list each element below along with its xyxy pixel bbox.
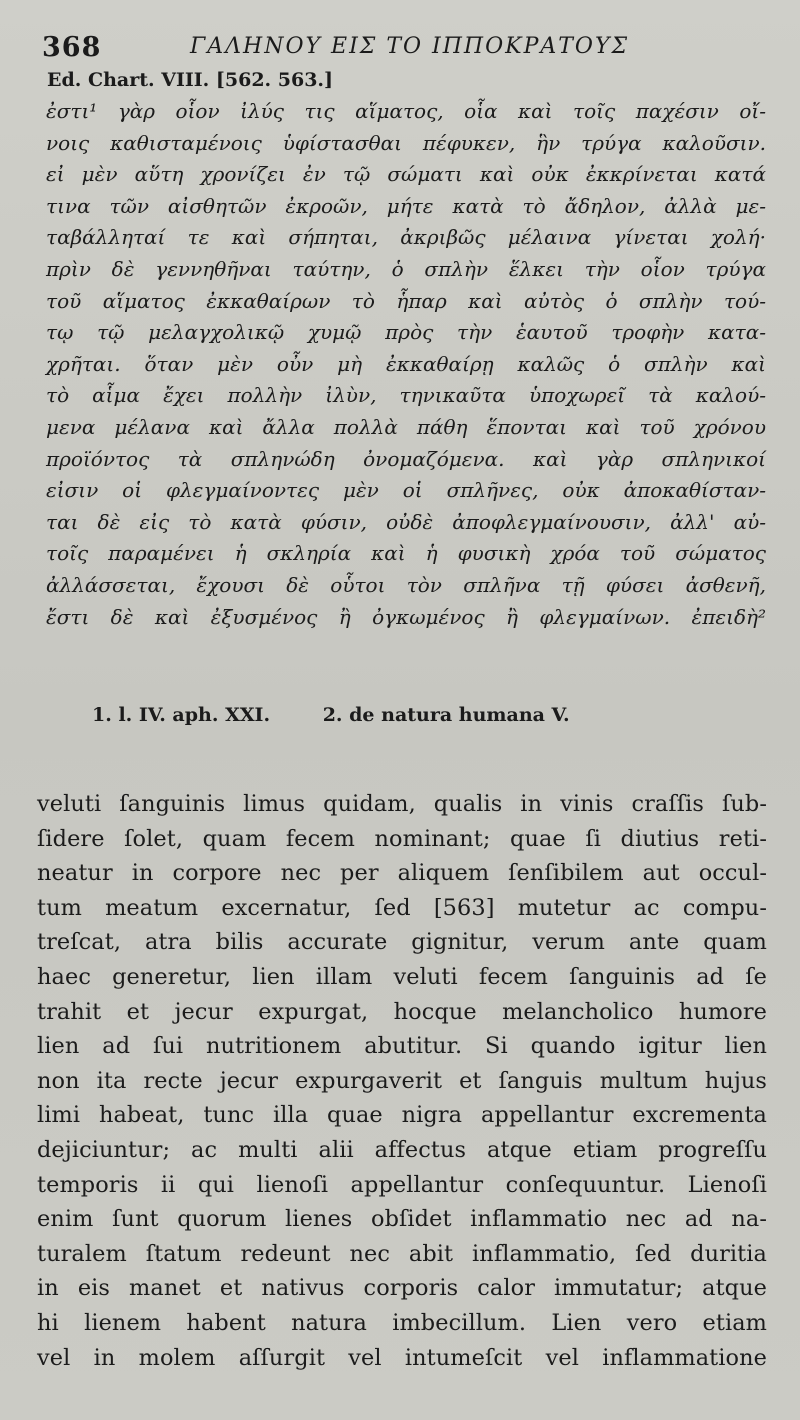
footnotes — [92, 704, 616, 726]
greek-line: ἐστι¹ γὰρ οἷον ἰλύς τις αἵματος, οἷα καὶ τοῖς παχέσιν οἴ- — [46, 99, 766, 123]
latin-line: vel in molem aſſurgit vel intumeſcit vel inflammatione — [37, 1344, 767, 1371]
footnote: 1. l. IV. aph. XXI. — [92, 704, 271, 726]
greek-line: προϊόντος τὰ σπληνώδη ὀνομαζόμενα. καὶ γὰρ σπληνικοί — [46, 446, 766, 471]
latin-line: turalem ſtatum redeunt nec abit inflammatio, ſed duritia — [37, 1240, 767, 1267]
latin-line: haec generetur, lien illam veluti fecem ſanguinis ad ſe — [37, 963, 767, 990]
latin-line: neatur in corpore nec per aliquem ſenſibilem aut occul- — [37, 860, 767, 887]
latin-line: ſidere ſolet, quam fecem nominant; quae ſi diutius reti- — [37, 825, 767, 852]
greek-line: τῳ τῷ μελαγχολικῷ χυμῷ πρὸς τὴν ἑαυτοῦ τροφὴν κατα- — [46, 320, 766, 345]
latin-line: limi habeat, tunc illa quae nigra appellantur excrementa — [37, 1102, 767, 1129]
greek-line: εἰ μὲν αὕτη χρονίζει ἐν τῷ σώματι καὶ οὐκ ἐκκρίνεται κατά — [46, 162, 766, 187]
greek-line: ται δὲ εἰς τὸ κατὰ φύσιν, οὐδὲ ἀποφλεγμαίνουσιν, ἀλλ' αὐ- — [46, 509, 766, 534]
greek-line: μενα μέλανα καὶ ἄλλα πολλὰ πάθη ἕπονται καὶ τοῦ χρόνου — [46, 414, 766, 439]
latin-line: enim ſunt quorum lienes obſidet inflammatio nec ad na- — [37, 1206, 767, 1233]
greek-line: τοῖς παραμένει ἡ σκληρία καὶ ἡ φυσικὴ χρόα τοῦ σώματος — [46, 541, 766, 566]
latin-line: tum meatum excernatur, ſed [563] mutetur ac compu- — [37, 894, 767, 921]
greek-line: πρὶν δὲ γεννηθῆναι ταύτην, ὁ σπλὴν ἕλκει τὴν οἷον τρύγα — [46, 256, 766, 281]
greek-line: τοῦ αἵματος ἐκκαθαίρων τὸ ἧπαρ καὶ αὐτὸς ὁ σπλὴν τού- — [46, 288, 766, 313]
greek-line: ἀλλάσσεται, ἔχουσι δὲ οὗτοι τὸν σπλῆνα τῇ φύσει ἀσθενῆ, — [46, 572, 766, 597]
page-number: 368 — [42, 32, 102, 63]
latin-line: hi lienem habent natura imbecillum. Lien vero etiam — [37, 1309, 767, 1336]
greek-text-block — [46, 96, 766, 633]
latin-line: temporis ii qui lienoſi appellantur conſequuntur. Lienoſi — [37, 1171, 767, 1198]
latin-line: non ita recte jecur expurgaverit et ſanguis multum hujus — [37, 1067, 767, 1094]
latin-line: veluti ſanguinis limus quidam, qualis in vinis craſſis ſub- — [37, 791, 767, 817]
latin-line: lien ad ſui nutritionem abutitur. Si quando igitur lien — [37, 1033, 767, 1060]
latin-line: trahit et jecur expurgat, hocque melancholico humore — [37, 998, 767, 1025]
edition-note: Ed. Chart. VIII. [562. 563.] — [47, 69, 334, 91]
latin-text-block — [37, 787, 767, 1375]
footnote: 2. de natura humana V. — [322, 704, 570, 726]
greek-line: ἔστι δὲ καὶ ἐξυσμένος ἢ ὀγκωμένος ἢ φλεγμαίνων. ἐπειδὴ² — [46, 604, 766, 629]
greek-line: εἰσιν οἱ φλεγμαίνοντες μὲν οἱ σπλῆνες, οὐκ ἀποκαθίσταν- — [46, 478, 766, 503]
latin-line: dejiciuntur; ac multi alii affectus atque etiam progreſſu — [37, 1136, 767, 1163]
greek-line: ταβάλληταί τε καὶ σήπηται, ἀκριβῶς μέλαινα γίνεται χολή· — [46, 225, 766, 250]
greek-line: χρῆται. ὅταν μὲν οὖν μὴ ἐκκαθαίρῃ καλῶς ὁ σπλὴν καὶ — [46, 351, 766, 376]
page-header — [42, 28, 760, 68]
running-title: ΓΑΛΗΝΟΥ ΕΙΣ ΤΟ ΙΠΠΟΚΡΑΤΟΥΣ — [190, 34, 630, 59]
latin-line: treſcat, atra bilis accurate gignitur, verum ante quam — [37, 929, 767, 956]
latin-line: in eis manet et nativus corporis calor immutatur; atque — [37, 1275, 767, 1302]
greek-line: τὸ αἷμα ἔχει πολλὴν ἰλὺν, τηνικαῦτα ὑποχωρεῖ τὰ καλού- — [46, 383, 766, 408]
greek-line: τινα τῶν αἰσθητῶν ἐκροῶν, μήτε κατὰ τὸ ἄδηλον, ἀλλὰ με- — [46, 193, 766, 218]
greek-line: νοις καθισταμένοις ὑφίστασθαι πέφυκεν, ἣν τρύγα καλοῦσιν. — [46, 130, 766, 155]
